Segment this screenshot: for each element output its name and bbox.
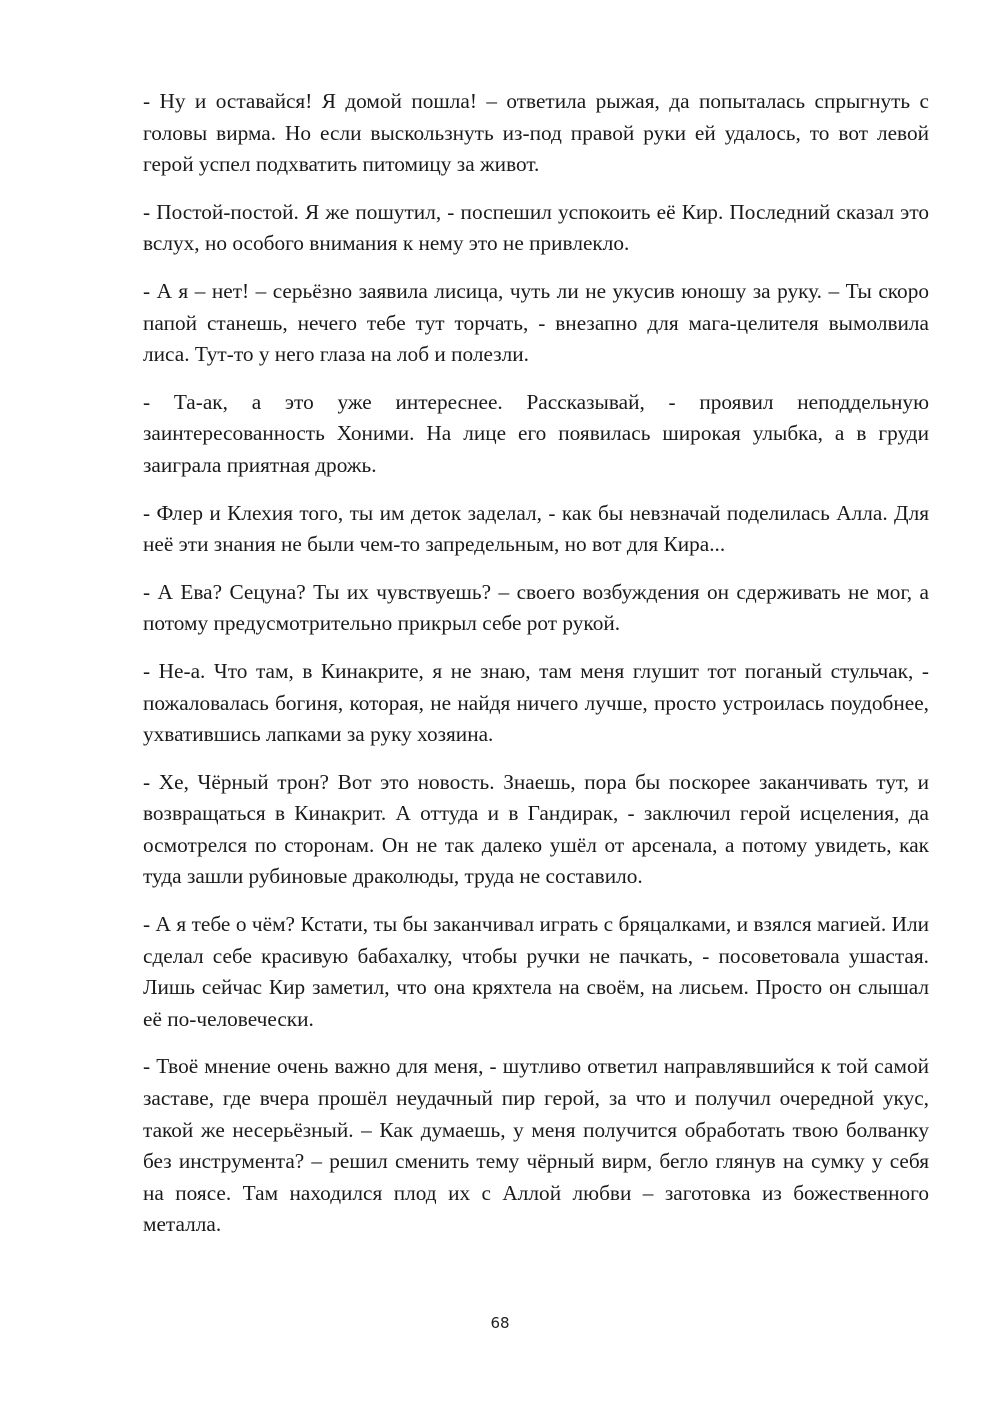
page-number: 68	[490, 1314, 510, 1332]
paragraph: - А Ева? Сецуна? Ты их чувствуешь? – своего возбуждения он сдерживать не мог, а потому предусмотрительно прикрыл себе рот рукой.	[143, 579, 929, 636]
paragraph: - Та-ак, а это уже интереснее. Рассказывай, - проявил неподдельную заинтересованность Хоними. На лице его появилась широкая улыбка, а в груди заиграла приятная дрожь.	[143, 389, 929, 477]
page-body	[143, 86, 929, 1257]
paragraph: - Флер и Клехия того, ты им деток заделал, - как бы невзначай поделилась Алла. Для неё эти знания не были чем-то запредельным, но вот для Кира...	[143, 500, 929, 557]
paragraph: - Хе, Чёрный трон? Вот это новость. Знаешь, пора бы поскорее заканчивать тут, и возвращаться в Кинакрит. А оттуда и в Гандирак, - заключил герой исцеления, да осмотрелся по сторонам. Он не так далеко ушёл от арсенала, а потому увидеть, как туда зашли рубиновые драколюды, труда не составило.	[143, 769, 929, 889]
paragraph: - А я тебе о чём? Кстати, ты бы заканчивал играть с бряцалками, и взялся магией. Или сделал себе красивую бабахалку, чтобы ручки не пачкать, - посоветовала ушастая. Лишь сейчас Кир заметил, что она кряхтела на своём, на лисьем. Просто он слышал её по-человечески.	[143, 912, 929, 1031]
paragraph: - Твоё мнение очень важно для меня, - шутливо ответил направлявшийся к той самой заставе, где вчера прошёл неудачный пир герой, за что и получил очередной укус, такой же несерьёзный. – Как думаешь, у меня получится обработать твою болванку без инструмента? – решил сменить тему чёрный вирм, бегло глянув на сумку у себя на поясе. Там находился плод их с Аллой любви – заготовка из божественного металла.	[143, 1054, 929, 1237]
paragraph: - Постой-постой. Я же пошутил, - поспешил успокоить её Кир. Последний сказал это вслух, но особого внимания к нему это не привлекло.	[143, 199, 929, 256]
paragraph: - Ну и оставайся! Я домой пошла! – ответила рыжая, да попыталась спрыгнуть с головы вирма. Но если выскользнуть из-под правой руки ей удалось, то вот левой герой успел подхватить питомицу за живот.	[143, 89, 929, 177]
paragraph: - Не-а. Что там, в Кинакрите, я не знаю, там меня глушит тот поганый стульчак, - пожаловалась богиня, которая, не найдя ничего лучше, просто устроилась поудобнее, ухватившись лапками за руку хозяина.	[143, 658, 929, 747]
paragraph: - А я – нет! – серьёзно заявила лисица, чуть ли не укусив юношу за руку. – Ты скоро папой станешь, нечего тебе тут торчать, - внезапно для мага-целителя вымолвила лиса. Тут-то у него глаза на лоб и полезли.	[143, 278, 929, 367]
